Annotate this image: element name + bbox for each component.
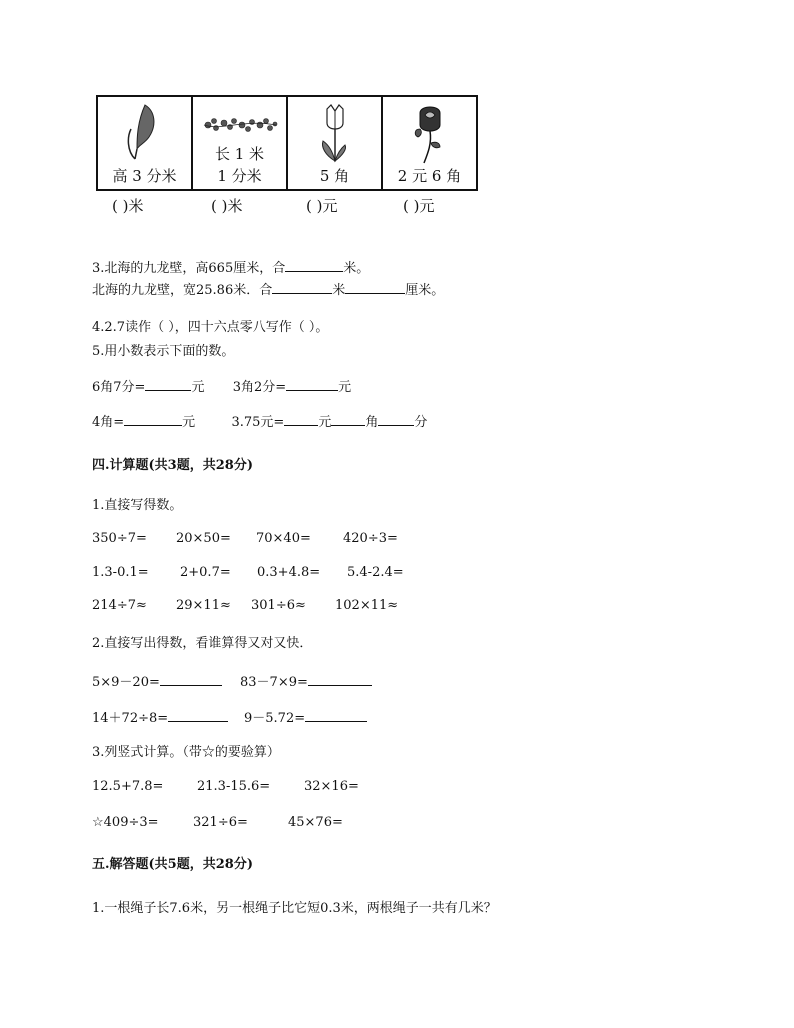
section-4-heading: 四.计算题(共3题，共28分)	[92, 458, 253, 473]
calc-item: 1.3-0.1=	[92, 565, 149, 580]
rose-icon	[383, 103, 476, 165]
question-5-row-1: 6角7分= 元 3角2分= 元	[92, 380, 352, 395]
answer-blank[interactable]	[308, 673, 372, 686]
calc-item: 214÷7≈	[92, 598, 147, 613]
answer-blank[interactable]	[331, 413, 365, 426]
calc-item: 9－5.72=	[244, 707, 367, 726]
calc-item: 70×40=	[256, 531, 311, 546]
section-5-heading: 五.解答题(共5题，共28分)	[92, 857, 253, 872]
answer-blank[interactable]: ( )元	[403, 197, 435, 215]
tulip-icon	[288, 103, 381, 165]
calc-item: 321÷6=	[193, 815, 248, 830]
calc-item: 350÷7=	[92, 531, 147, 546]
answer-blank[interactable]	[285, 259, 343, 272]
picture-cell	[97, 96, 192, 190]
answer-blank[interactable]: ( )元	[306, 197, 338, 215]
answer-blank[interactable]: ( )米	[211, 197, 243, 215]
picture-caption: 高 3 分米	[112, 167, 177, 185]
answer-blank[interactable]	[286, 378, 338, 391]
section-4-question-1-title: 1.直接写得数。	[92, 498, 183, 513]
calc-item: 5×9－20=	[92, 671, 222, 690]
answer-blank[interactable]	[168, 709, 228, 722]
answer-blank[interactable]	[145, 378, 191, 391]
calc-item: 12.5+7.8=	[92, 779, 164, 794]
question-5-row-2: 4角= 元 3.75元= 元 角 分	[92, 415, 428, 430]
answer-blank[interactable]	[378, 413, 414, 426]
section-4-question-2-title: 2.直接写出得数，看谁算得又对又快．	[92, 636, 313, 651]
calc-item: 0.3+4.8=	[257, 565, 321, 580]
picture-caption: 5 角	[319, 167, 350, 185]
calc-item: 420÷3=	[343, 531, 398, 546]
calc-item: ☆409÷3=	[92, 815, 159, 830]
calc-item: 14＋72÷8=	[92, 707, 228, 726]
question-3-line-1: 3.北海的九龙壁，高665厘米，合 米。	[92, 261, 370, 276]
calc-item: 29×11≈	[176, 598, 231, 613]
section-4-question-3-title: 3.列竖式计算。（带☆的要验算）	[92, 745, 280, 760]
answer-blank[interactable]	[124, 413, 182, 426]
picture-caption: 2 元 6 角	[397, 167, 462, 185]
flower-chain-icon	[193, 113, 286, 137]
question-5-title: 5.用小数表示下面的数。	[92, 344, 235, 359]
picture-cell	[287, 96, 382, 190]
picture-caption: 长 1 米 1 分米	[214, 145, 265, 185]
picture-table	[96, 95, 478, 191]
answer-blank[interactable]	[160, 673, 222, 686]
calc-item: 2+0.7=	[180, 565, 231, 580]
answer-blank[interactable]: ( )米	[112, 197, 144, 215]
picture-cell	[192, 96, 287, 190]
calc-item: 20×50=	[176, 531, 231, 546]
section-5-question-1: 1.一根绳子长7.6米，另一根绳子比它短0.3米，两根绳子一共有几米？	[92, 901, 497, 916]
answer-blank[interactable]	[305, 709, 367, 722]
calc-item: 45×76=	[288, 815, 343, 830]
calc-item: 32×16=	[304, 779, 359, 794]
calc-item: 21.3-15.6=	[197, 779, 271, 794]
calc-item: 301÷6≈	[251, 598, 306, 613]
question-3-line-2: 北海的九龙壁，宽25.86米．合 米 厘米。	[92, 283, 445, 298]
answer-blank[interactable]	[272, 281, 332, 294]
picture-cell	[382, 96, 477, 190]
answer-blank[interactable]	[345, 281, 405, 294]
calc-item: 102×11≈	[335, 598, 399, 613]
calc-item: 5.4-2.4=	[347, 565, 404, 580]
calc-item: 83－7×9=	[240, 671, 372, 690]
leaf-stalk-icon	[98, 103, 191, 163]
answer-blank[interactable]	[284, 413, 318, 426]
question-4: 4.2.7读作（ ），四十六点零八写作（ ）。	[92, 320, 329, 335]
